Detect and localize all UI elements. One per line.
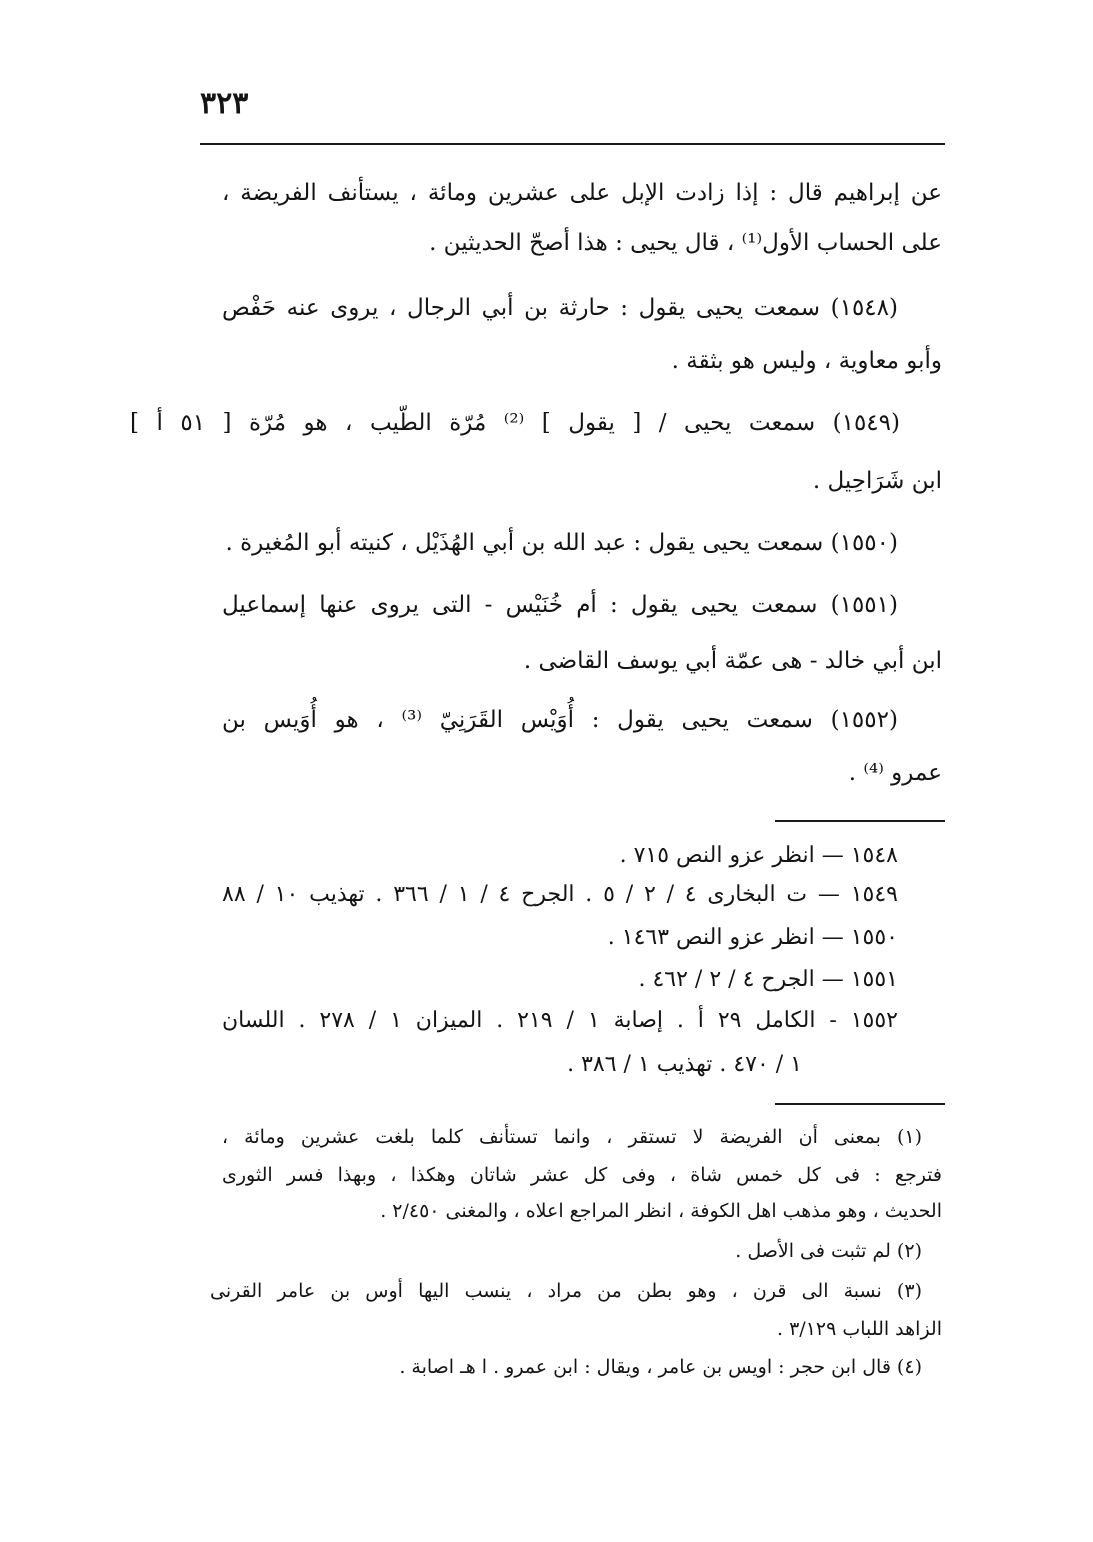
body-line-1: عن إبراهيم قال : إذا زادت الإبل على عشرين ومائة ، يستأنف الفريضة ، xyxy=(222,180,942,206)
page-number: ٣٢٣ xyxy=(200,86,249,121)
footnote-3-line-1: (٣) نسبة الى قرن ، وهو بطن من مراد ، ينسب اليها أوس بن عامر القرنى xyxy=(210,1280,922,1302)
entry-1550-line-1: (١٥٥٠) سمعت يحيى يقول : عبد الله بن أبي الهُذَيْل ، كنيته أبو المُغيرة . xyxy=(225,530,898,556)
footnote-2: (٢) لم تثبت فى الأصل . xyxy=(735,1240,922,1262)
entry-1549-line-2: ابن شَرَاحِيل . xyxy=(812,468,942,494)
footnote-1-line-2: فترجع : فى كل خمس شاة ، وفى كل عشر شاتان وهكذا ، وبهذا فسر الثورى xyxy=(222,1164,942,1186)
reference-1549: ١٥٤٩ — ت البخارى ٤ / ٢ / ٥ . الجرح ٤ / ١ / ٣٦٦ . تهذيب ١٠ / ٨٨ xyxy=(222,882,898,907)
footnote-3-line-2: الزاهد اللباب ٣/١٢٩ . xyxy=(777,1318,942,1340)
reference-1550: ١٥٥٠ — انظر عزو النص ١٤٦٣ . xyxy=(607,925,898,950)
header-rule xyxy=(200,143,945,145)
reference-1548: ١٥٤٨ — انظر عزو النص ٧١٥ . xyxy=(619,843,898,868)
entry-1551-line-2: ابن أبي خالد - هى عمّة أبي يوسف القاضى . xyxy=(523,648,942,674)
entry-1548-line-1: (١٥٤٨) سمعت يحيى يقول : حارثة بن أبي الرجال ، يروى عنه حَفْص xyxy=(222,295,898,321)
footnote-4: (٤) قال ابن حجر : اويس بن عامر ، ويقال : ابن عمرو . ا هـ اصابة . xyxy=(399,1356,922,1378)
entry-1551-line-1: (١٥٥١) سمعت يحيى يقول : أم خُنَيْس - التى يروى عنها إسماعيل xyxy=(222,592,898,618)
entry-1552-line-2: عمرو ⁽⁴⁾ . xyxy=(848,760,942,786)
footnote-1-line-3: الحديث ، وهو مذهب اهل الكوفة ، انظر المراجع اعلاه ، والمغنى ٢/٤٥٠ . xyxy=(380,1200,942,1222)
entry-1548-line-2: وأبو معاوية ، وليس هو بثقة . xyxy=(671,348,942,374)
body-line-2: على الحساب الأول⁽¹⁾ ، قال يحيى : هذا أصحّ الحديثين . xyxy=(429,230,942,256)
reference-1552-line-1: ١٥٥٢ - الكامل ٢٩ أ . إصابة ١ / ٢١٩ . الميزان ١ / ٢٧٨ . اللسان xyxy=(222,1008,898,1033)
entry-1552-line-1: (١٥٥٢) سمعت يحيى يقول : أُوَيْس القَرَنِيّ ⁽³⁾ ، هو أُوَيس بن xyxy=(222,707,898,733)
reference-1552-line-2: ١ / ٤٧٠ . تهذيب ١ / ٣٨٦ . xyxy=(567,1052,802,1077)
entry-1549-line-1: (١٥٤٩) سمعت يحيى / [ يقول ] ⁽²⁾ مُرّة الطّيب ، هو مُرّة [ ٥١ أ ] xyxy=(130,410,900,436)
footnote-1-line-1: (١) بمعنى أن الفريضة لا تستقر ، وانما تستأنف كلما بلغت عشرين ومائة ، xyxy=(222,1126,922,1148)
reference-1551: ١٥٥١ — الجرح ٤ / ٢ / ٤٦٢ . xyxy=(638,967,898,992)
footnotes-rule xyxy=(775,1103,945,1105)
references-rule xyxy=(775,820,945,822)
